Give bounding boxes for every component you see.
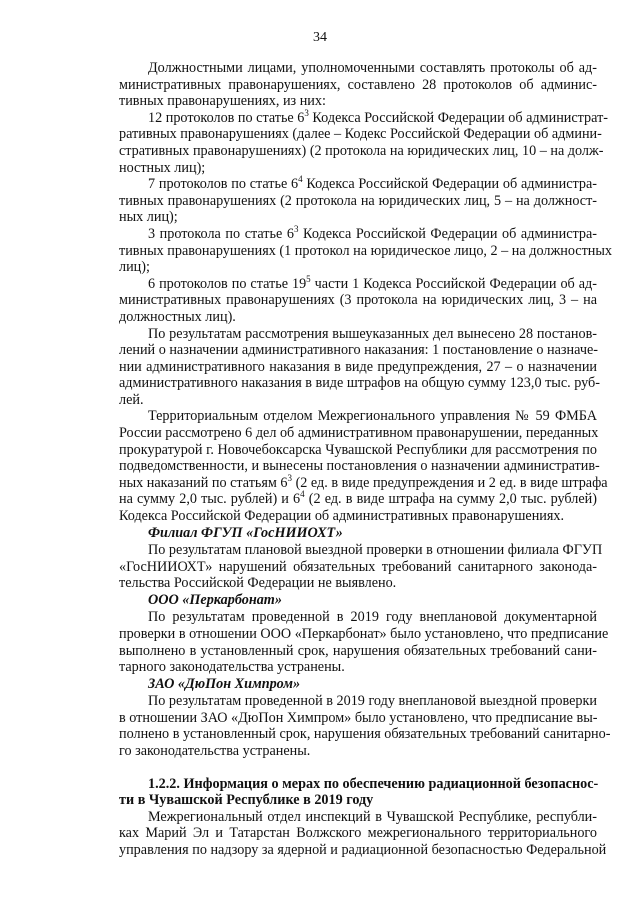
text-line: тарного законодательства устранены. (119, 659, 345, 676)
text-line: ных наказаний по статьям $6^3$ (2 ед. в виде предупреждения и 2 ед. в виде штрафа (119, 472, 608, 491)
subheading: ООО «Перкарбонат» (148, 591, 282, 608)
subheading: Филиал ФГУП «ГосНИИОХТ» (148, 524, 343, 541)
text-line: По результатам проведенной в 2019 году внеплановой выездной проверки (148, 693, 597, 710)
text-line: «ГосНИИОХТ» нарушений обязательных требований санитарного законода- (119, 558, 597, 575)
superscript: 5 (306, 273, 311, 284)
text-line: го законодательства устранены. (119, 743, 311, 760)
section-gap (119, 760, 597, 776)
subheading: ЗАО «ДюПон Химпром» (148, 675, 301, 692)
text-line: тивных правонарушениях (2 протокола на юридических лиц, 5 – на должност- (119, 192, 597, 209)
text-line: 7 протоколов по статье $6^4$ Кодекса Российской Федерации об администра- (148, 174, 597, 193)
text-line: нии административного наказания в виде предупреждения, 27 – о назначении (119, 358, 597, 375)
text-line: прокуратурой г. Новочебоксарска Чувашской Республики для рассмотрения по (119, 441, 597, 458)
text-line: в отношении ЗАО «ДюПон Химпром» было установлено, что предписание вы- (119, 709, 598, 726)
section-heading (119, 776, 597, 809)
document-body (119, 60, 613, 859)
paragraph (119, 325, 600, 409)
superscript: 3 (293, 223, 299, 234)
text-line: Кодекса Российской Федерации об административных правонарушениях. (119, 508, 565, 525)
paragraph (119, 693, 611, 760)
paragraph (119, 107, 608, 176)
text-line: лений о назначении административного наказания: 1 постановление о назначе- (119, 342, 598, 359)
text-line: 6 протоколов по статье $19^5$ части 1 Кодекса Российской Федерации об ад- (148, 273, 597, 292)
text-line: ностных лиц); (119, 159, 206, 176)
text-line: министративных правонарушениях, составлено 28 протоколов об админис- (119, 76, 597, 93)
text-line: ти в Чувашской Республике в 2019 году (119, 792, 374, 809)
paragraph (119, 60, 597, 110)
text-line: на сумму 2,0 тыс. рублей) и $6^4$ (2 ед. в виде штрафа на сумму 2,0 тыс. рублей) (119, 489, 597, 508)
text-line: Должностными лицами, уполномоченными составлять протоколы об ад- (148, 60, 597, 76)
text-line: полнено в установленный срок, нарушения обязательных требований санитарно- (119, 726, 611, 743)
text-line: выполнено в установленный срок, нарушения обязательных требований сани- (119, 642, 597, 659)
paragraph (119, 408, 608, 525)
text-line: тивных правонарушениях (1 протокол на юридическое лицо, 2 – на должностных (119, 242, 613, 259)
paragraph (119, 808, 607, 859)
paragraph (119, 609, 609, 676)
text-line: административного наказания в виде штрафов на общую сумму 123,0 тыс. руб- (119, 375, 600, 392)
text-line: стративных правонарушениях) (2 протокола на юридических лиц, 10 – на долж- (119, 142, 604, 159)
superscript: 4 (298, 174, 303, 185)
text-line: управления по надзору за ядерной и радиационной безопасностью Федеральной (119, 842, 607, 859)
text-line: тельства Российской Федерации не выявлено. (119, 575, 397, 592)
paragraph (119, 223, 613, 276)
text-line: Территориальным отделом Межрегионального управления № 59 ФМБА (148, 408, 597, 425)
text-line: 3 протокола по статье $6^3$ Кодекса Российской Федерации об администра- (148, 223, 597, 242)
paragraph (119, 176, 597, 226)
text-line: 1.2.2. Информация о мерах по обеспечению радиационной безопаснос- (148, 775, 599, 792)
paragraph (119, 273, 597, 326)
text-line: министративных правонарушениях (3 протокола на юридических лиц, 3 – на (119, 292, 597, 309)
text-line: лиц); (119, 259, 150, 276)
text-line: России рассмотрено 6 дел об административном правонарушении, переданных (119, 425, 599, 442)
superscript: 3 (287, 472, 293, 483)
text-line: ках Марий Эл и Татарстан Волжского межрегионального территориального (119, 825, 597, 842)
text-line: Межрегиональный отдел инспекций в Чувашской Республике, республи- (148, 808, 597, 825)
text-line: 12 протоколов по статье $6^3$ Кодекса Российской Федерации об администрат- (148, 107, 608, 126)
superscript: 3 (304, 107, 309, 118)
text-line: По результатам плановой выездной проверки в отношении филиала ФГУП (148, 542, 603, 559)
text-line: проверки в отношении ООО «Перкарбонат» было установлено, что предписание (119, 626, 609, 642)
paragraph (119, 542, 603, 592)
text-line: ных лиц); (119, 209, 178, 226)
text-line: тивных правонарушениях, из них: (119, 93, 326, 110)
page-number: 34 (313, 30, 327, 45)
text-line: По результатам проведенной в 2019 году внеплановой документарной (148, 609, 597, 626)
text-line: подведомственности, и вынесены постановления о назначении административ- (119, 458, 600, 475)
text-line: лей. (119, 391, 144, 408)
text-line: должностных лиц). (119, 308, 236, 325)
text-line: По результатам рассмотрения вышеуказанных дел вынесено 28 постанов- (148, 325, 597, 342)
text-line: ративных правонарушениях (далее – Кодекс Российской Федерации об админи- (119, 126, 602, 143)
superscript: 4 (300, 489, 305, 500)
